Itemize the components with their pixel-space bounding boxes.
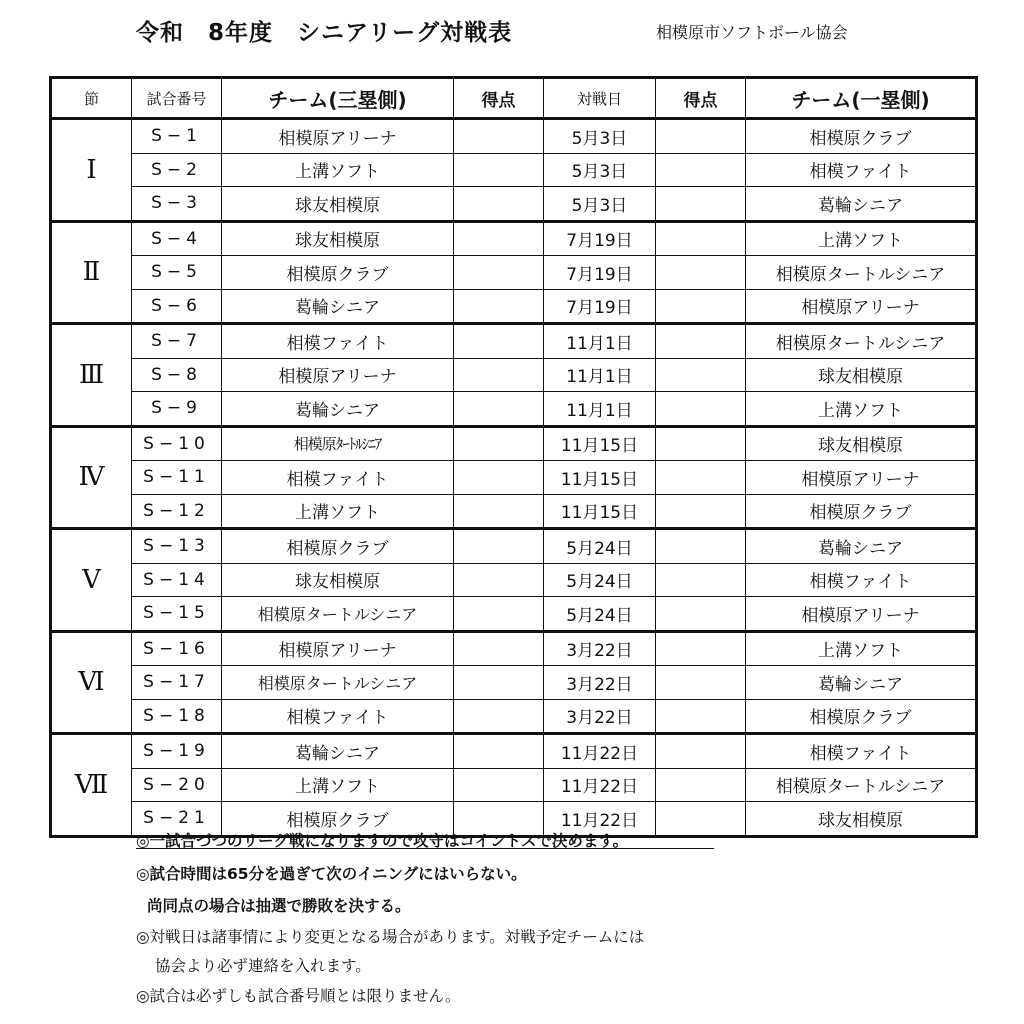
table-row: [51, 699, 977, 734]
note-time-limit: ◎試合時間は65分を過ぎて次のイニングにはいらない。: [136, 865, 527, 883]
section-label: Ⅲ: [51, 324, 132, 427]
header-row: [51, 78, 977, 119]
score-right: [656, 221, 746, 256]
table-row: [51, 426, 977, 461]
match-number: S−14: [132, 563, 222, 597]
team-first-base: 球友相模原: [746, 802, 977, 837]
match-number: S−5: [132, 256, 222, 290]
team-third-base: 相模原タートルシニア: [222, 666, 454, 700]
score-right: [656, 119, 746, 154]
note-coin-toss: ◎一試合づつのリーグ戦になりますので攻守はコイントスで決めます。: [136, 832, 629, 850]
match-date: 11月15日: [544, 494, 656, 529]
team-first-base: 相模ファイト: [746, 563, 977, 597]
score-right: [656, 631, 746, 666]
match-date: 7月19日: [544, 221, 656, 256]
score-right: [656, 358, 746, 392]
organization-name: 相模原市ソフトボール協会: [656, 23, 848, 42]
team-first-base: 相模原タートルシニア: [746, 324, 977, 359]
table-row: [51, 358, 977, 392]
match-date: 11月1日: [544, 358, 656, 392]
table-row: [51, 256, 977, 290]
team-third-base: 葛輪シニア: [222, 392, 454, 427]
match-number: S−7: [132, 324, 222, 359]
team-third-base: 球友相模原: [222, 221, 454, 256]
match-number: S−2: [132, 153, 222, 187]
score-right: [656, 324, 746, 359]
score-left: [454, 631, 544, 666]
score-left: [454, 358, 544, 392]
match-number: S−8: [132, 358, 222, 392]
match-number: S−4: [132, 221, 222, 256]
table-row: [51, 221, 977, 256]
team-first-base: 葛輪シニア: [746, 666, 977, 700]
match-number: S−16: [132, 631, 222, 666]
match-number: S−13: [132, 529, 222, 564]
match-date: 11月1日: [544, 392, 656, 427]
score-right: [656, 563, 746, 597]
note-underline: [136, 848, 714, 849]
team-third-base: 相模ファイト: [222, 699, 454, 734]
team-third-base: 球友相模原: [222, 563, 454, 597]
match-number: S−20: [132, 768, 222, 802]
team-first-base: 球友相模原: [746, 426, 977, 461]
table-row: [51, 494, 977, 529]
score-right: [656, 494, 746, 529]
score-right: [656, 529, 746, 564]
table-row: [51, 563, 977, 597]
table-row: [51, 289, 977, 324]
score-left: [454, 187, 544, 222]
score-left: [454, 289, 544, 324]
match-date: 5月3日: [544, 153, 656, 187]
team-third-base: 上溝ソフト: [222, 153, 454, 187]
team-first-base: 相模原タートルシニア: [746, 768, 977, 802]
team-third-base: 相模ファイト: [222, 461, 454, 495]
team-third-base: 葛輪シニア: [222, 289, 454, 324]
match-date: 11月1日: [544, 324, 656, 359]
score-right: [656, 187, 746, 222]
score-right: [656, 597, 746, 632]
team-third-base: 相模原クラブ: [222, 256, 454, 290]
match-date: 3月22日: [544, 666, 656, 700]
table-row: [51, 631, 977, 666]
score-right: [656, 256, 746, 290]
score-left: [454, 119, 544, 154]
team-third-base: 相模ファイト: [222, 324, 454, 359]
table-row: [51, 666, 977, 700]
section-label: Ⅶ: [51, 734, 132, 837]
header-date: 対戦日: [544, 78, 656, 119]
team-third-base: 相模原アリーナ: [222, 358, 454, 392]
table-row: [51, 153, 977, 187]
section-label: Ⅰ: [51, 119, 132, 222]
schedule-table: [49, 76, 978, 838]
table-row: [51, 324, 977, 359]
team-first-base: 相模原アリーナ: [746, 597, 977, 632]
section-label: Ⅱ: [51, 221, 132, 324]
table-row: [51, 768, 977, 802]
score-right: [656, 768, 746, 802]
header-score-right: 得点: [656, 78, 746, 119]
score-right: [656, 289, 746, 324]
table-row: [51, 734, 977, 769]
match-date: 5月24日: [544, 529, 656, 564]
schedule-body: [51, 119, 977, 837]
team-first-base: 相模原クラブ: [746, 494, 977, 529]
score-left: [454, 392, 544, 427]
page-title: 令和 8年度 シニアリーグ対戦表: [136, 20, 513, 46]
match-number: S−19: [132, 734, 222, 769]
team-first-base: 上溝ソフト: [746, 631, 977, 666]
score-left: [454, 529, 544, 564]
score-left: [454, 768, 544, 802]
score-right: [656, 699, 746, 734]
match-date: 11月22日: [544, 734, 656, 769]
header-section: 節: [51, 78, 132, 119]
match-date: 5月24日: [544, 563, 656, 597]
match-number: S−18: [132, 699, 222, 734]
table-row: [51, 461, 977, 495]
score-right: [656, 461, 746, 495]
score-left: [454, 153, 544, 187]
match-date: 11月22日: [544, 768, 656, 802]
score-left: [454, 461, 544, 495]
match-date: 3月22日: [544, 699, 656, 734]
header-team-third: チーム(三塁側): [222, 78, 454, 119]
score-left: [454, 734, 544, 769]
score-left: [454, 699, 544, 734]
team-third-base: 球友相模原: [222, 187, 454, 222]
match-date: 11月15日: [544, 426, 656, 461]
score-left: [454, 494, 544, 529]
team-third-base: 上溝ソフト: [222, 768, 454, 802]
match-date: 11月15日: [544, 461, 656, 495]
match-date: 11月22日: [544, 802, 656, 837]
section-label: Ⅴ: [51, 529, 132, 632]
table-row: [51, 597, 977, 632]
team-third-base: 相模原クラブ: [222, 802, 454, 837]
score-right: [656, 802, 746, 837]
match-number: S−12: [132, 494, 222, 529]
team-third-base: 相模原ﾀｰﾄﾙｼﾆｱ: [222, 426, 454, 461]
note-order: ◎試合は必ずしも試合番号順とは限りません。: [136, 987, 461, 1005]
team-first-base: 相模原アリーナ: [746, 289, 977, 324]
table-row: [51, 187, 977, 222]
team-first-base: 葛輪シニア: [746, 529, 977, 564]
match-date: 5月3日: [544, 119, 656, 154]
match-number: S−21: [132, 802, 222, 837]
score-left: [454, 324, 544, 359]
team-first-base: 球友相模原: [746, 358, 977, 392]
team-first-base: 上溝ソフト: [746, 392, 977, 427]
match-date: 7月19日: [544, 289, 656, 324]
match-date: 7月19日: [544, 256, 656, 290]
team-first-base: 相模原アリーナ: [746, 461, 977, 495]
score-left: [454, 221, 544, 256]
header-team-first: チーム(一塁側): [746, 78, 977, 119]
match-number: S−15: [132, 597, 222, 632]
score-left: [454, 563, 544, 597]
match-number: S−6: [132, 289, 222, 324]
team-first-base: 相模ファイト: [746, 734, 977, 769]
team-first-base: 相模ファイト: [746, 153, 977, 187]
table-row: [51, 529, 977, 564]
team-third-base: 相模原アリーナ: [222, 119, 454, 154]
note-date-change-cont: 協会より必ず連絡を入れます。: [155, 957, 371, 975]
match-number: S−17: [132, 666, 222, 700]
match-number: S−3: [132, 187, 222, 222]
team-third-base: 葛輪シニア: [222, 734, 454, 769]
section-label: Ⅵ: [51, 631, 132, 734]
team-third-base: 相模原タートルシニア: [222, 597, 454, 632]
note-tie: 尚同点の場合は抽選で勝敗を決する。: [147, 897, 411, 915]
table-row: [51, 119, 977, 154]
match-number: S−11: [132, 461, 222, 495]
score-right: [656, 666, 746, 700]
section-label: Ⅳ: [51, 426, 132, 529]
score-left: [454, 426, 544, 461]
note-date-change: ◎対戦日は諸事情により変更となる場合があります。対戦予定チームには: [136, 928, 645, 946]
match-number: S−10: [132, 426, 222, 461]
team-first-base: 上溝ソフト: [746, 221, 977, 256]
team-first-base: 相模原クラブ: [746, 119, 977, 154]
header-match-no: 試合番号: [132, 78, 222, 119]
match-date: 3月22日: [544, 631, 656, 666]
match-date: 5月24日: [544, 597, 656, 632]
score-left: [454, 256, 544, 290]
score-left: [454, 597, 544, 632]
score-left: [454, 666, 544, 700]
team-third-base: 相模原クラブ: [222, 529, 454, 564]
score-right: [656, 392, 746, 427]
score-right: [656, 426, 746, 461]
team-third-base: 上溝ソフト: [222, 494, 454, 529]
match-number: S−9: [132, 392, 222, 427]
team-first-base: 葛輪シニア: [746, 187, 977, 222]
score-right: [656, 734, 746, 769]
match-date: 5月3日: [544, 187, 656, 222]
header-score-left: 得点: [454, 78, 544, 119]
match-number: S−1: [132, 119, 222, 154]
team-first-base: 相模原タートルシニア: [746, 256, 977, 290]
team-first-base: 相模原クラブ: [746, 699, 977, 734]
team-third-base: 相模原アリーナ: [222, 631, 454, 666]
table-row: [51, 392, 977, 427]
score-right: [656, 153, 746, 187]
